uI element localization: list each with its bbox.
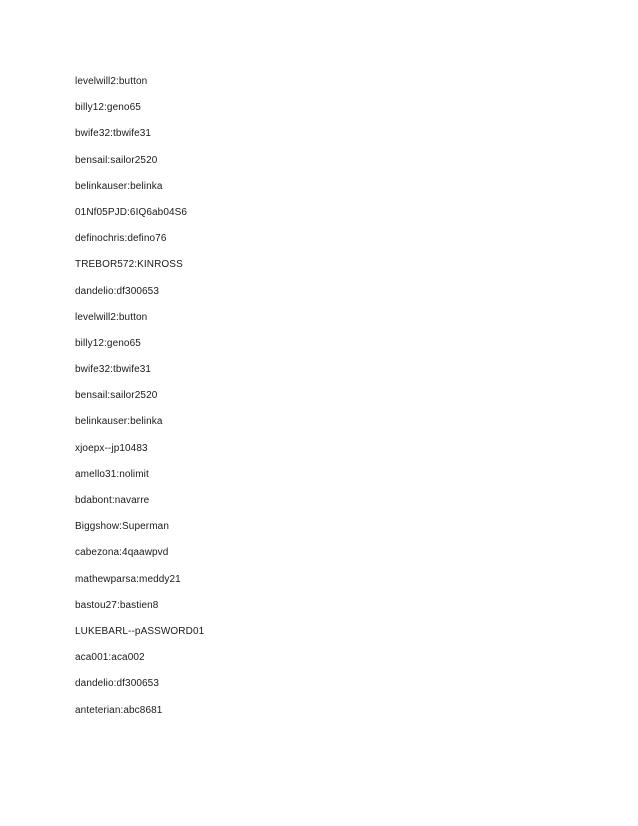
- list-item: 01Nf05PJD:6IQ6ab04S6: [75, 206, 188, 218]
- list-item: bastou27:bastien8: [75, 599, 159, 611]
- list-item: billy12:geno65: [75, 102, 141, 114]
- list-item: bdabont:navarre: [75, 495, 150, 506]
- credential-list: [75, 74, 204, 729]
- list-item: xjoepx--jp10483: [75, 442, 148, 454]
- list-item: bwife32:tbwife31: [75, 128, 152, 140]
- list-item: Biggshow:Superman: [75, 521, 169, 533]
- list-item: belinkauser:belinka: [75, 416, 163, 428]
- list-item: amello31:nolimit: [75, 468, 149, 480]
- list-item: levelwill2:button: [75, 76, 148, 87]
- list-item: belinkauser:belinka: [75, 180, 163, 192]
- list-item: TREBOR572:KINROSS: [75, 259, 183, 271]
- list-item: cabezona:4qaawpvd: [75, 547, 169, 559]
- list-item: aca001:aca002: [75, 652, 145, 664]
- list-item: bwife32:tbwife31: [75, 364, 152, 376]
- list-item: LUKEBARL--pASSWORD01: [75, 625, 205, 637]
- list-item: mathewparsa:meddy21: [75, 573, 181, 585]
- list-item: anteterian:abc8681: [75, 704, 163, 716]
- list-item: definochris:defino76: [75, 233, 167, 245]
- list-item: billy12:geno65: [75, 337, 141, 349]
- list-item: dandelio:df300653: [75, 678, 159, 690]
- list-item: bensail:sailor2520: [75, 390, 158, 402]
- list-item: bensail:sailor2520: [75, 154, 158, 166]
- list-item: dandelio:df300653: [75, 285, 159, 297]
- list-item: levelwill2:button: [75, 311, 148, 323]
